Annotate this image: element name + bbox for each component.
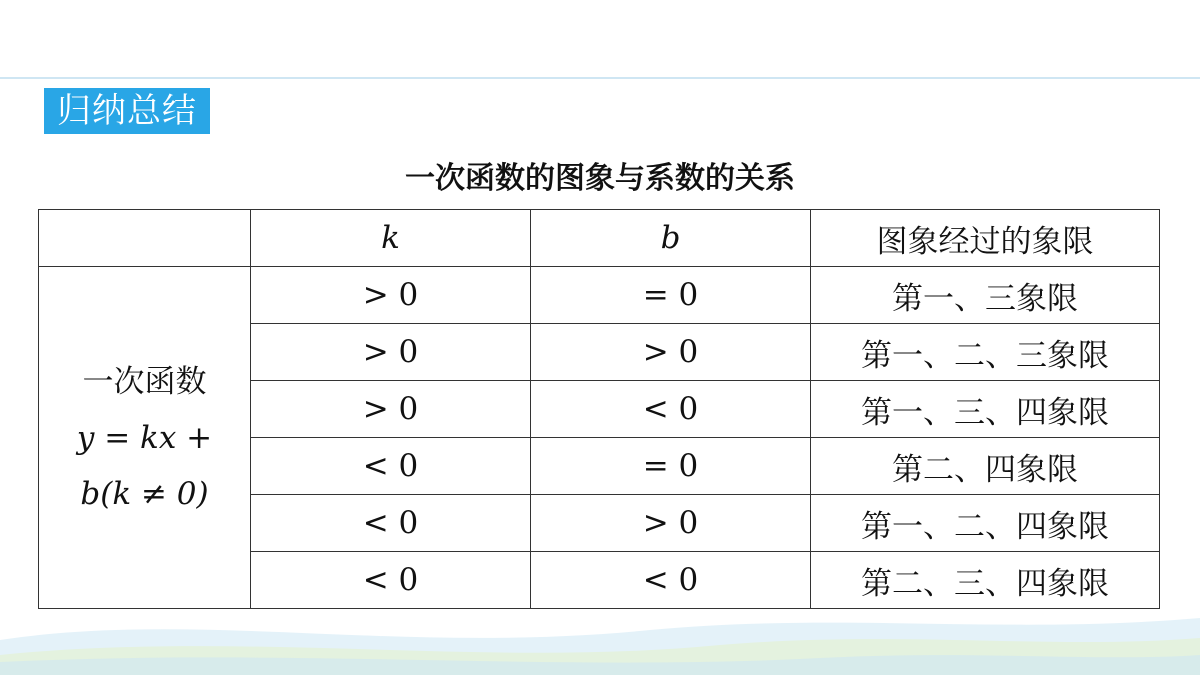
b-cell: < 0 — [531, 552, 811, 609]
k-cell: < 0 — [251, 438, 531, 495]
decorative-wave-band — [0, 600, 1200, 675]
header-cell-b: b — [531, 210, 811, 267]
function-label-line: y = kx + — [76, 419, 213, 456]
wave-decoration-icon — [0, 600, 1200, 675]
k-cell: > 0 — [251, 381, 531, 438]
b-cell: > 0 — [531, 495, 811, 552]
quadrants-cell: 第二、三、四象限 — [811, 552, 1160, 609]
header-cell-empty — [39, 210, 251, 267]
relationship-table — [38, 209, 1160, 609]
function-label-line: b(k ≠ 0) — [80, 475, 209, 512]
b-cell: > 0 — [531, 324, 811, 381]
quadrants-cell: 第一、二、三象限 — [811, 324, 1160, 381]
k-cell: < 0 — [251, 552, 531, 609]
function-label-cell — [39, 267, 251, 609]
k-cell: > 0 — [251, 267, 531, 324]
k-cell: < 0 — [251, 495, 531, 552]
table-title: 一次函数的图象与系数的关系 — [405, 161, 795, 196]
b-cell: < 0 — [531, 381, 811, 438]
k-cell: > 0 — [251, 324, 531, 381]
header-cell-k: k — [251, 210, 531, 267]
top-divider — [0, 77, 1200, 79]
header-cell-quadrants: 图象经过的象限 — [811, 210, 1160, 267]
table-header-row — [39, 210, 1160, 267]
table-row — [39, 267, 1160, 324]
quadrants-cell: 第二、四象限 — [811, 438, 1160, 495]
function-label-line: 一次函数 — [82, 363, 207, 400]
b-cell: = 0 — [531, 438, 811, 495]
quadrants-cell: 第一、二、四象限 — [811, 495, 1160, 552]
summary-tag: 归纳总结 — [44, 88, 210, 134]
b-cell: = 0 — [531, 267, 811, 324]
quadrants-cell: 第一、三、四象限 — [811, 381, 1160, 438]
quadrants-cell: 第一、三象限 — [811, 267, 1160, 324]
